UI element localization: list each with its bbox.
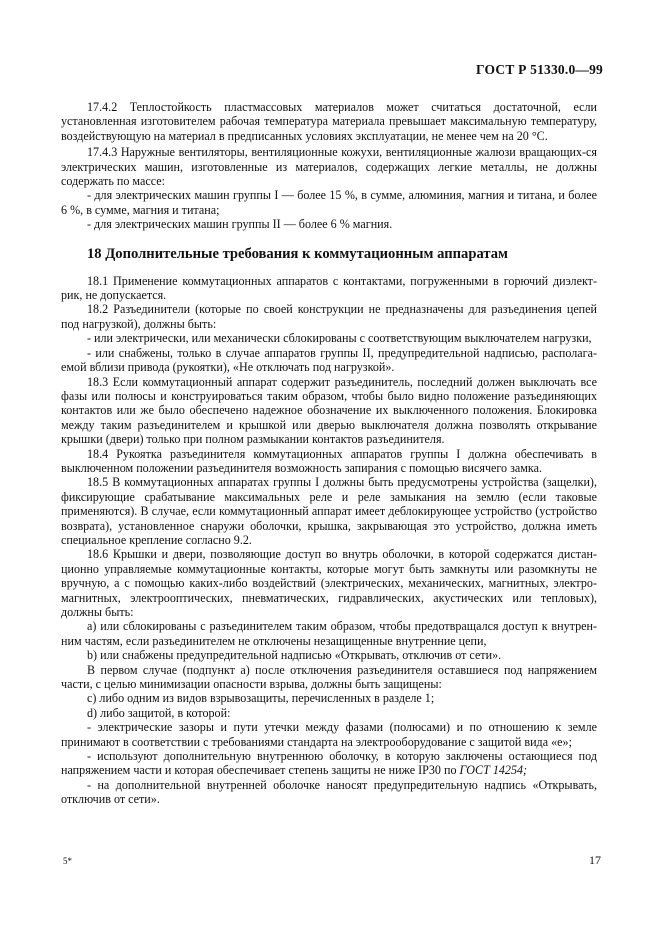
list-item-d: d) либо защитой, в которой: bbox=[87, 705, 231, 720]
paragraph-18-1: 18.1 Применение коммутационных аппаратов с контактами, погруженными в горючий диэлект-рик, не допускается. bbox=[61, 273, 597, 303]
list-item-group-2: - для электрических машин группы II — более 6 % магния. bbox=[87, 217, 393, 232]
paragraph-18-3: 18.3 Если коммутационный аппарат содержит разъединитель, последний должен выключать все фазы или полюсы и конструироваться таким образом, чтобы было видно положение разъединяющих контактов или же было обеспечено надежное обозначение их выключенного положения. Блокировка между таким разъединителем и крышкой или дверью выключателя должна позволять открывание крышки (двери) только при полном размыкании контактов разъединителя. bbox=[61, 374, 597, 447]
paragraph-first-case: В первом случае (подпункт а) после отключения разъединителя оставшиеся под напряжением части, с целью минимизации опасности взрыва, должны быть защищены: bbox=[61, 662, 597, 692]
list-item-a: а) или сблокированы с разъединителем таким образом, чтобы предотвращался доступ к внутрен-ним частям, если разъединителем не отключены незащищенные внутренние цепи, bbox=[61, 619, 597, 648]
page-number: 17 bbox=[589, 853, 601, 867]
signature-mark: 5* bbox=[63, 856, 72, 866]
paragraph-18-5: 18.5 В коммутационных аппаратах группы I должны быть предусмотрены устройства (защелки), фиксирующие срабатывание максимальных реле и реле замыкания на землю (если таковые применяются). В случае, если коммутационный аппарат имеет деблокирующее устройство (устройство возврата), установленное снаружи оболочки, крышка, закрывающая это устройство, должна иметь специальное крепление согласно 9.2. bbox=[61, 475, 597, 547]
section-title-18: 18 Дополнительные требования к коммутационным аппаратам bbox=[87, 245, 508, 262]
list-item-b: b) или снабжены предупредительной надписью «Открывать, отключив от сети». bbox=[87, 648, 502, 663]
document-body bbox=[61, 100, 597, 807]
gost-14254-reference: ГОСТ 14254; bbox=[459, 763, 528, 778]
list-item-warning-label: - или снабжены, только в случае аппаратов группы II, предупредительной надписью, располага-емой вблизи привода (рукоятки), «Не отключать под нагрузкой». bbox=[61, 345, 597, 375]
list-item-inner-warning: - на дополнительной внутренней оболочке наносят предупредительную надпись «Открывать, отключив от сети». bbox=[61, 777, 597, 807]
standard-code-header: ГОСТ Р 51330.0—99 bbox=[476, 62, 603, 77]
list-item-c: с) либо одним из видов взрывозащиты, перечисленных в разделе 1; bbox=[87, 691, 435, 706]
paragraph-17-4-2: 17.4.2 Теплостойкость пластмассовых материалов может считаться достаточной, если установленная изготовителем рабочая температура материала превышает максимальную температуру, воздействующую на материал в предписанных условиях эксплуатации, не менее чем на 20 °С. bbox=[61, 100, 597, 143]
paragraph-17-4-3: 17.4.3 Наружные вентиляторы, вентиляционные кожухи, вентиляционные жалюзи вращающих-ся электрических машин, изготовленные из материалов, содержащих легкие металлы, не должны содержать по массе: bbox=[61, 145, 597, 189]
paragraph-18-4: 18.4 Рукоятка разъединителя коммутационных аппаратов группы I должна обеспечивать в выключенном положении разъединителя возможность запирания с помощью висячего замка. bbox=[61, 446, 597, 475]
list-item-inner-enclosure bbox=[61, 749, 597, 778]
list-item-interlocked: - или электрически, или механически сблокированы с соответствующим выключателем нагрузки, bbox=[87, 331, 592, 346]
paragraph-18-2: 18.2 Разъединители (которые по своей конструкции не предназначены для разъединения цепей под нагрузкой), должны быть: bbox=[61, 302, 597, 331]
inner-enclosure-text: - используют дополнительную внутреннюю оболочку, в которую заключены остающиеся под напряжением части и которая обеспечивает степень защиты не ниже IP30 по bbox=[61, 749, 597, 778]
paragraph-18-6: 18.6 Крышки и двери, позволяющие доступ во внутрь оболочки, в которой содержатся дистан-ционно управляемые коммутационные контакты, которые могут быть замкнуты или разомкнуты не вручную, а с помощью каких-либо воздействий (электрических, механических, магнитных, электро-магнитных, электрооптических, пневматических, гидравлических, акустических или тепловых), должны быть: bbox=[61, 547, 597, 619]
list-item-group-1: - для электрических машин группы I — более 15 %, в сумме, алюминия, магния и титана, и более 6 %, в сумме, магния и титана; bbox=[61, 188, 597, 217]
list-item-clearances: - электрические зазоры и пути утечки между фазами (полюсами) и по отношению к земле принимают в соответствии с требованиями стандарта на электрооборудование с защитой вида «е»; bbox=[61, 720, 597, 749]
